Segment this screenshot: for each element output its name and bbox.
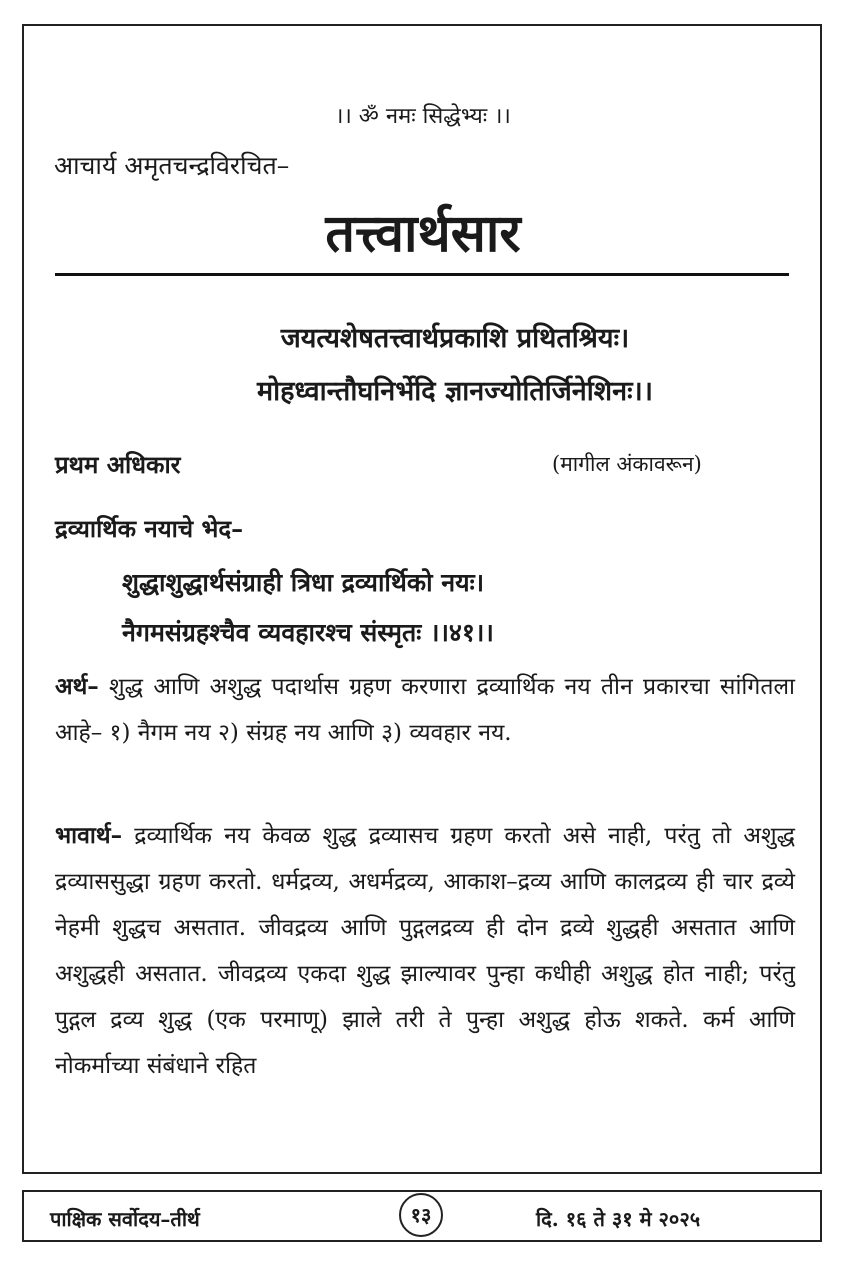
commentary-label: भावार्थ– <box>55 822 123 849</box>
chapter-heading: प्रथम अधिकार <box>55 450 181 479</box>
commentary-text: द्रव्यार्थिक नय केवळ शुद्ध द्रव्यासच ग्रहण करतो असे नाही, परंतु तो अशुद्ध द्रव्याससुद्धा ग्रहण करतो. धर्मद्रव्य, अधर्मद्रव्य, आकाश–द्रव्य आणि कालद्रव्य ही चार द्रव्ये नेहमी शुद्धच असतात. जीवद्रव्य आणि पुद्गलद्रव्य ही दोन द्रव्ये शुद्धही असतात आणि अशुद्धही असतात. जीवद्रव्य एकदा शुद्ध झाल्यावर पुन्हा कधीही अशुद्ध होत नाही; परंतु पुद्गल द्रव्य शुद्ध (एक परमाणू) झाले तरी ते पुन्हा अशुद्ध होऊ शकते. कर्म आणि नोकर्माच्या संबंधाने रहित <box>55 823 795 1079</box>
meaning-paragraph <box>55 664 795 802</box>
shloka-line-1: शुद्धाशुद्धार्थसंग्राही त्रिधा द्रव्यार्थिको नयः। <box>122 568 485 597</box>
commentary-paragraph <box>55 813 795 1173</box>
title-divider <box>55 273 789 276</box>
continued-note: (मागील अंकावरून) <box>552 452 702 476</box>
issue-date: दि. १६ ते ३१ मे २०२५ <box>536 1207 701 1231</box>
section-heading: द्रव्यार्थिक नयाचे भेद– <box>55 514 244 543</box>
meaning-label: अर्थ– <box>55 673 99 700</box>
opening-verse-line-1: जयत्यशेषतत्त्वार्थप्रकाशि प्रथितश्रियः। <box>280 323 630 354</box>
opening-verse-line-2: मोहध्वान्तौघनिर्भेदि ज्ञानज्योतिर्जिनेशिनः।। <box>256 376 653 407</box>
page-number: १३ <box>399 1193 443 1237</box>
invocation: ।। ॐ नमः सिद्धेभ्यः ।। <box>335 104 511 129</box>
author-line: आचार्य अमृतचन्द्रविरचित– <box>54 151 290 180</box>
page-title: तत्त्वार्थसार <box>325 203 521 264</box>
meaning-text: शुद्ध आणि अशुद्ध पदार्थास ग्रहण करणारा द्रव्यार्थिक नय तीन प्रकारचा सांगितला आहे– १) नैगम नय २) संग्रह नय आणि ३) व्यवहार नय. <box>55 674 795 746</box>
shloka-line-2: नैगमसंग्रहश्चैव व्यवहारश्च संस्मृतः ।।४१।। <box>122 618 494 647</box>
publication-name: पाक्षिक सर्वोदय–तीर्थ <box>50 1207 200 1231</box>
